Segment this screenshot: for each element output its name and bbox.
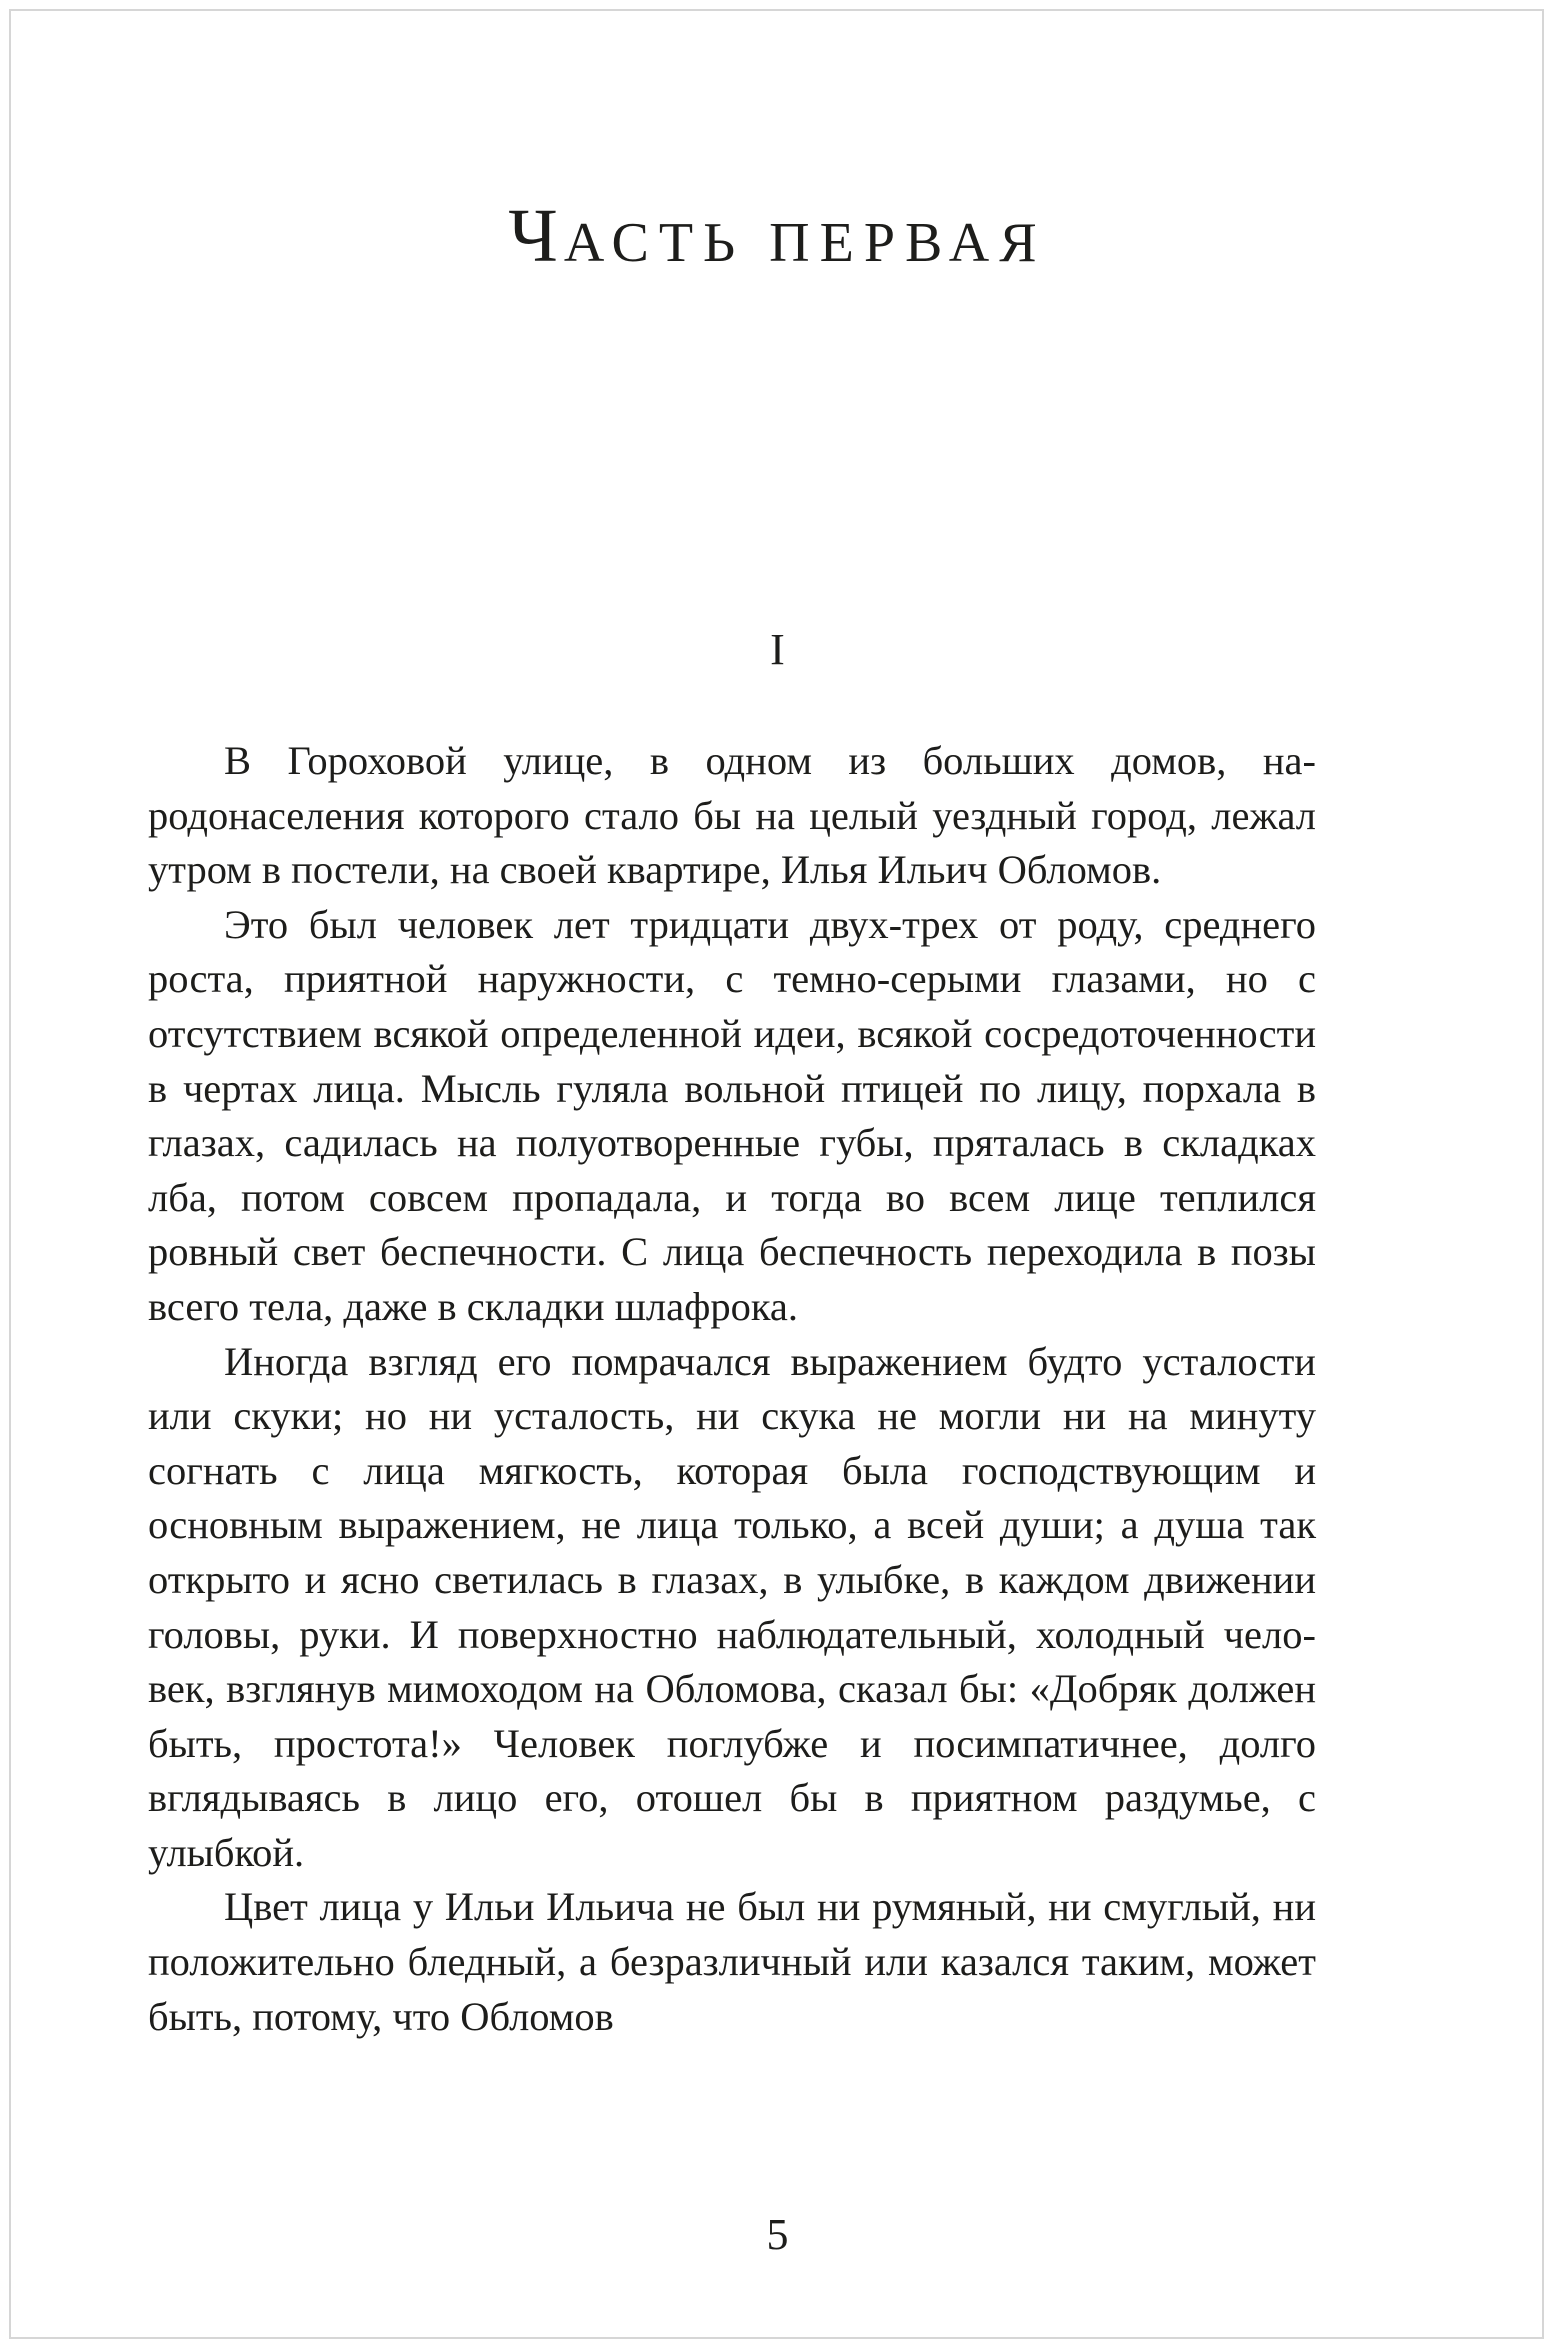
part-title-rest: АСТЬ ПЕРВАЯ bbox=[563, 212, 1047, 274]
part-title-initial: Ч bbox=[508, 194, 564, 278]
paragraph-2: Это был человек лет тридцати двух-трех от роду, среднего роста, приятной наружности, с темно-серыми глазами, но с отсутствием всякой определенной идеи, всякой сосредоточенности в чертах лица. Мысль гуляла вольной птицей по лицу, порхала в глазах, садилась на полуотворенные губы, пряталась в складках лба, потом совсем пропадала, и тогда во всем лице теплился ровный свет беспечности. С лица беспечность переходила в позы всего тела, даже в складки шлафрока. bbox=[148, 901, 1316, 1329]
page-number: 5 bbox=[766, 2210, 789, 2259]
paragraph-4: Цвет лица у Ильи Ильича не был ни румяный, ни смуглый, ни положительно бледный, а безразличный или казался таким, может быть, потому, что Обломов bbox=[148, 1884, 1316, 2039]
paragraph-3: Иногда взгляд его помрачался выражением будто усталости или скуки; но ни усталость, ни скука не могли ни на минуту согнать с лица мягкость, которая была господствующим и основным выражением, не лица только, а всей души; а душа так открыто и ясно светилась в глазах, в улыбке, в каждом движении головы, руки. И поверхностно наблюдательный, холодный человек, взглянув мимоходом на Обломова, сказал бы: «Добряк должен быть, простота!» Человек поглубже и посимпатичнее, долго вглядываясь в лицо его, отошел бы в приятном раздумье, с улыбкой. bbox=[148, 1338, 1316, 1875]
body-text bbox=[148, 734, 1316, 2044]
paragraph-1: В Гороховой улице, в одном из больших домов, народонаселения которого стало бы на целый уездный город, лежал утром в постели, на своей квартире, Илья Ильич Обломов. bbox=[148, 738, 1316, 893]
part-title bbox=[0, 194, 1555, 278]
chapter-number: I bbox=[770, 625, 785, 674]
